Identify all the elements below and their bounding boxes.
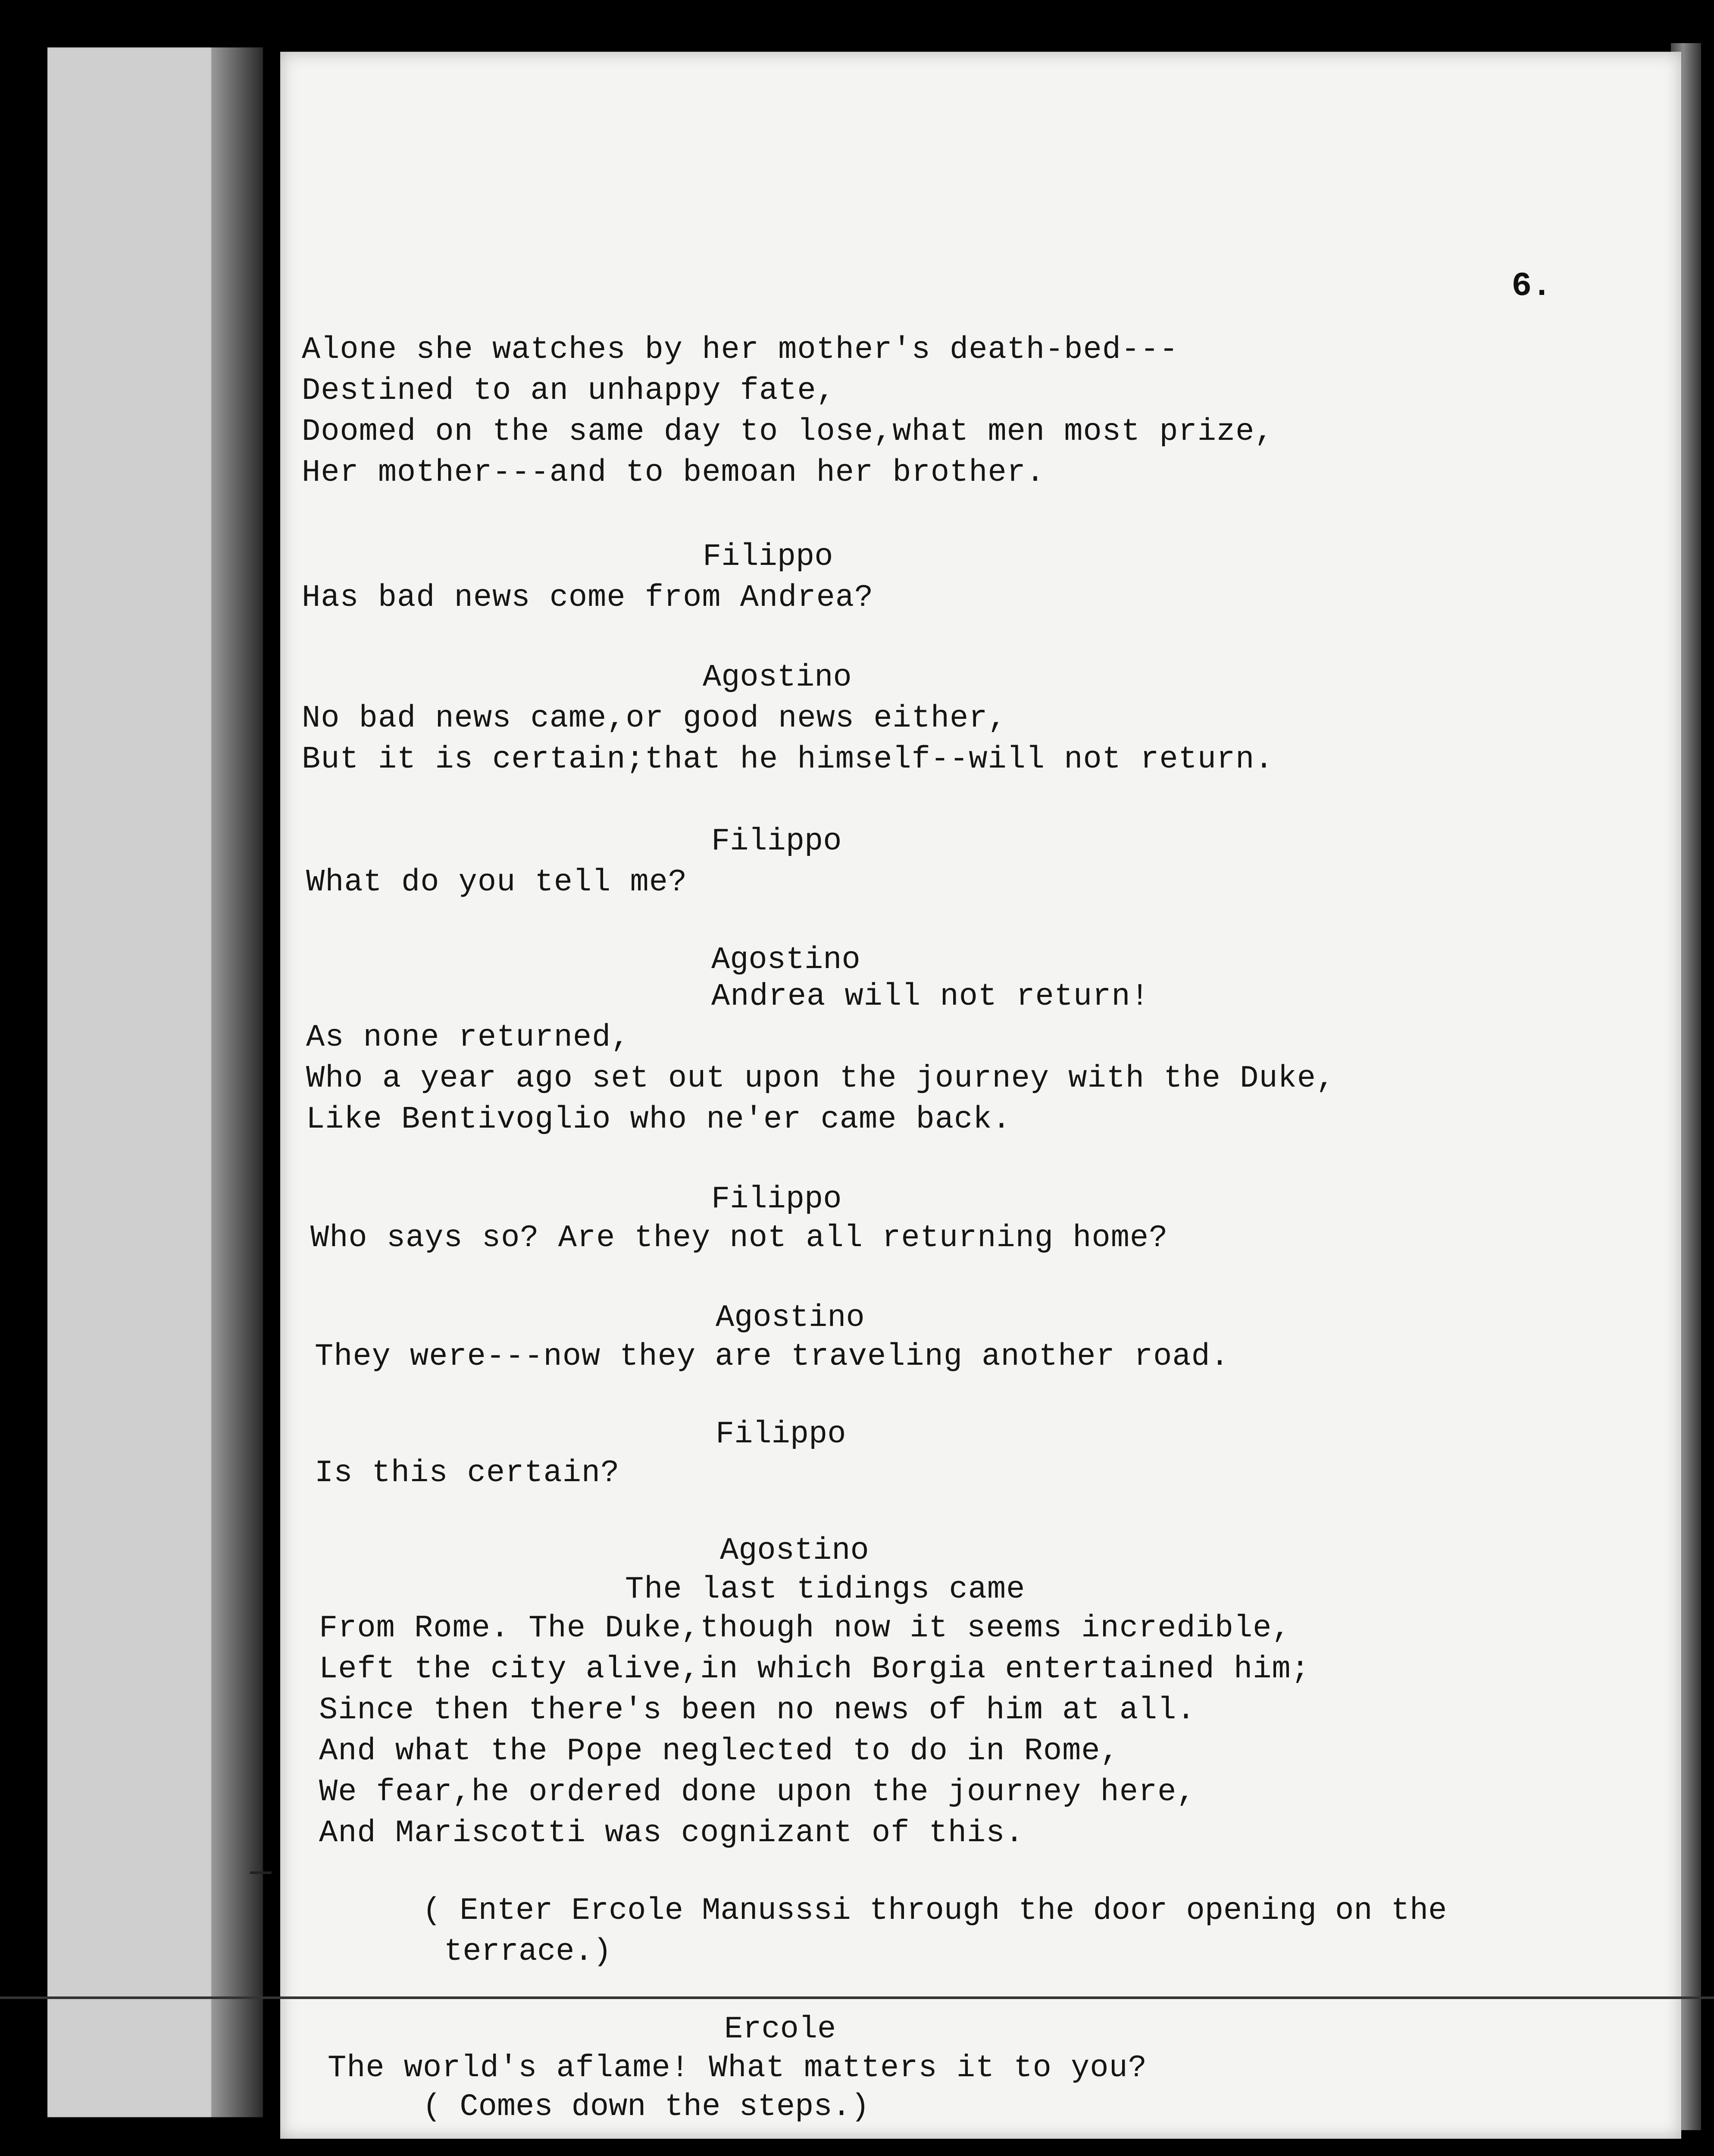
dialogue-line: Andrea will not return! <box>711 979 1150 1014</box>
page-number: 6. <box>1511 267 1552 305</box>
text-line: Doomed on the same day to lose,what men most prize, <box>302 414 1274 449</box>
dialogue-line: The last tidings came <box>625 1572 1026 1607</box>
underlying-page-edge <box>47 47 263 2117</box>
speaker-name: Filippo <box>703 539 833 574</box>
dialogue-line: Like Bentivoglio who ne'er came back. <box>306 1102 1011 1137</box>
speaker-name: Agostino <box>720 1533 869 1568</box>
text-line: Alone she watches by her mother's death-bed--- <box>302 332 1179 367</box>
text-line: Destined to an unhappy fate, <box>302 373 835 408</box>
dialogue-line: And what the Pope neglected to do in Rome, <box>319 1733 1120 1769</box>
speaker-name: Ercole <box>724 2012 836 2047</box>
speaker-name: Filippo <box>711 824 842 859</box>
dialogue-line: What do you tell me? <box>306 865 688 900</box>
speaker-name: Filippo <box>711 1181 842 1217</box>
dialogue-line: Is this certain? <box>315 1455 620 1491</box>
dialogue-line: From Rome. The Duke,though now it seems incredible, <box>319 1611 1291 1646</box>
dialogue-line: We fear,he ordered done upon the journey here, <box>319 1774 1196 1810</box>
speaker-name: Agostino <box>716 1300 865 1335</box>
scan-rule-line <box>0 1996 1714 1999</box>
typescript-page <box>280 52 1681 2139</box>
speaker-name: Agostino <box>711 942 860 978</box>
dialogue-line: No bad news came,or good news either, <box>302 701 1007 736</box>
speaker-name: Agostino <box>703 660 852 695</box>
dialogue-line: Left the city alive,in which Borgia entertained him; <box>319 1651 1310 1687</box>
speaker-name: Filippo <box>716 1416 846 1452</box>
stage-direction: ( Comes down the steps.) <box>422 2089 870 2125</box>
dialogue-line: And Mariscotti was cognizant of this. <box>319 1815 1024 1851</box>
dialogue-line: As none returned, <box>306 1020 630 1055</box>
stage-direction: terrace.) <box>444 1934 612 1969</box>
dialogue-line: Who says so? Are they not all returning home? <box>310 1220 1168 1256</box>
dialogue-line: Since then there's been no news of him at all. <box>319 1692 1196 1728</box>
dialogue-line: They were---now they are traveling another road. <box>315 1339 1229 1374</box>
dialogue-line: Who a year ago set out upon the journey with the Duke, <box>306 1061 1336 1096</box>
dialogue-line: The world's aflame! What matters it to you? <box>328 2050 1147 2086</box>
dialogue-line: Has bad news come from Andrea? <box>302 580 874 615</box>
margin-dash <box>250 1871 272 1874</box>
dialogue-line: But it is certain;that he himself--will not return. <box>302 742 1274 777</box>
text-line: Her mother---and to bemoan her brother. <box>302 455 1045 490</box>
stage-direction: ( Enter Ercole Manusssi through the door opening on the <box>422 1893 1447 1928</box>
